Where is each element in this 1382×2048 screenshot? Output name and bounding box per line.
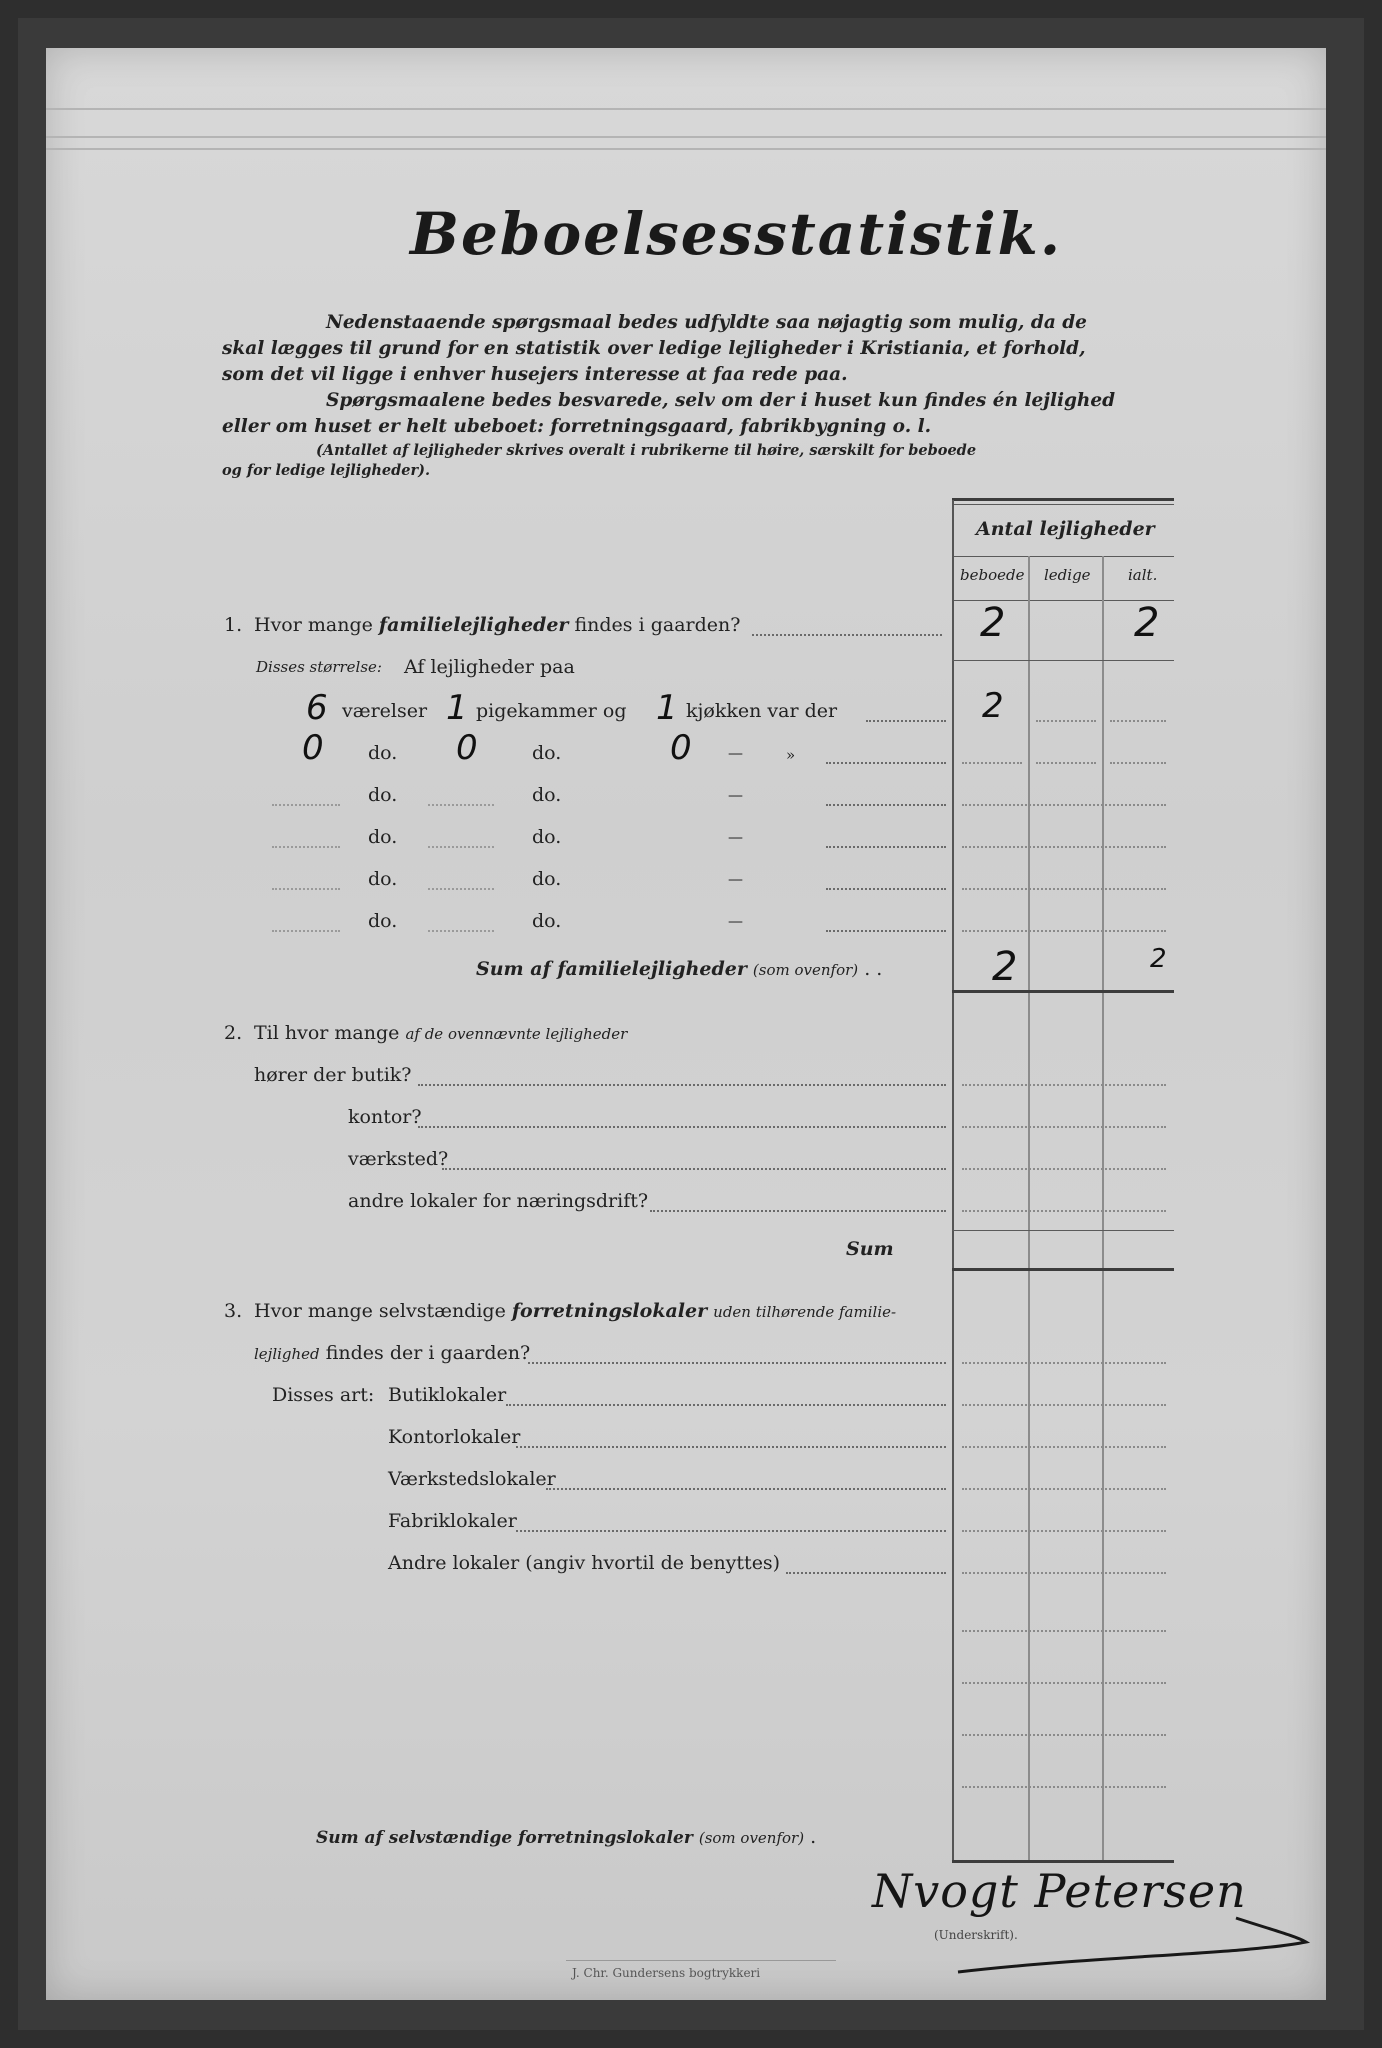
q3-vaerksted-label: Værkstedslokaler (388, 1468, 556, 1490)
do-label: do. (368, 784, 398, 806)
footer-rule (566, 1960, 836, 1961)
cell-dots (1036, 762, 1096, 764)
table-group-header: Antal lejligheder (976, 518, 1155, 540)
table-top-rule (952, 504, 1174, 505)
q1-sum-beboede-value[interactable]: 2 (992, 944, 1018, 990)
q3-butik-label: Butiklokaler (388, 1384, 507, 1406)
do-label: do. (368, 742, 398, 764)
q3-text-d: lejlighed (254, 1345, 320, 1363)
leader-dots (418, 1084, 946, 1086)
top-rule (46, 148, 1326, 150)
vaerelser-value[interactable]: 0 (302, 728, 324, 768)
pige-value[interactable]: 0 (456, 728, 478, 768)
top-rule (46, 108, 1326, 110)
blank-field[interactable] (428, 846, 494, 848)
signature-caption: (Underskrift). (934, 1928, 1018, 1942)
q1-ialt-value[interactable]: 2 (1134, 600, 1160, 646)
kjokken-label: kjøkken var der (686, 700, 838, 722)
q1-text (254, 614, 740, 636)
q3-text-2 (254, 1342, 530, 1364)
sum-rule (952, 990, 1174, 993)
q3-sum-text: Sum af selvstændige forretningslokaler (316, 1828, 693, 1848)
table-top-rule (952, 498, 1174, 501)
size-label: Disses størrelse: (256, 658, 382, 676)
leader-dots (418, 1126, 946, 1128)
leader-dots (752, 634, 942, 636)
q3-text-b: forretningslokaler (511, 1300, 708, 1322)
blank-field[interactable] (428, 930, 494, 932)
cell-dots (962, 888, 1166, 890)
leader-dots (442, 1168, 946, 1170)
q2-butik-label: hører der butik? (254, 1064, 412, 1086)
dash: — (728, 912, 743, 930)
intro-note: og for ledige lejligheder). (222, 462, 431, 479)
leader-dots (826, 846, 946, 848)
q1-text-a: Hvor mange (254, 614, 373, 636)
col-divider (1102, 556, 1104, 1862)
top-rule (46, 136, 1326, 138)
cell-dots (962, 1362, 1166, 1364)
cell-dots (962, 804, 1166, 806)
blank-field[interactable] (272, 804, 340, 806)
dash: — (728, 870, 743, 888)
q1-sum-label: Sum af familielejligheder (som ovenfor) . . (476, 958, 883, 980)
ditto-mark: » (786, 746, 796, 764)
cell-dots (1036, 720, 1096, 722)
intro-line: eller om huset er helt ubeboet: forretningsgaard, fabrikbygning o. l. (222, 416, 932, 437)
col-header-ledige: ledige (1044, 566, 1091, 584)
q1-sum-suffix: (som ovenfor) (752, 961, 859, 979)
row-rule (952, 1230, 1174, 1231)
blank-field[interactable] (272, 846, 340, 848)
cell-dots (1110, 720, 1166, 722)
do-label: do. (368, 910, 398, 932)
cell-dots (962, 1210, 1166, 1212)
q3-andre-label: Andre lokaler (angiv hvortil de benyttes) (388, 1552, 781, 1574)
pige-label: pigekammer og (476, 700, 627, 722)
q1-sum-text: Sum af familielejligheder (476, 958, 747, 980)
q2-text (254, 1022, 627, 1044)
dash: — (728, 744, 743, 762)
leader-dots (826, 804, 946, 806)
pige-value[interactable]: 1 (446, 688, 468, 728)
intro-line: skal lægges til grund for en statistik over ledige lejligheder i Kristiania, et forhold, (222, 338, 1086, 359)
do-label: do. (532, 868, 562, 890)
cell-dots (962, 1682, 1166, 1684)
intro-note: (Antallet af lejligheder skrives overalt i rubrikerne til høire, særskilt for beboede (316, 442, 977, 459)
printer-credit: J. Chr. Gundersens bogtrykkeri (572, 1966, 761, 1980)
blank-field[interactable] (272, 930, 340, 932)
cell-dots (1110, 762, 1166, 764)
blank-field[interactable] (272, 888, 340, 890)
cell-dots (962, 1126, 1166, 1128)
cell-dots (962, 1488, 1166, 1490)
cell-dots (962, 1786, 1166, 1788)
cell-dots (962, 846, 1166, 848)
census-form (46, 48, 1326, 2000)
q1-sum-ialt-value[interactable]: 2 (1150, 944, 1167, 974)
q2-kontor-label: kontor? (348, 1106, 422, 1128)
cell-dots (962, 1446, 1166, 1448)
row-rule (952, 660, 1174, 661)
q2-sum-label: Sum (846, 1238, 894, 1260)
q2-andre-label: andre lokaler for næringsdrift? (348, 1190, 649, 1212)
q2-number: 2. (224, 1022, 243, 1044)
q3-kontor-label: Kontorlokaler (388, 1426, 521, 1448)
q1-number: 1. (224, 614, 243, 636)
q2-text-a: Til hvor mange (254, 1022, 400, 1044)
do-label: do. (368, 868, 398, 890)
col-header-beboede: beboede (960, 566, 1025, 584)
do-label: do. (532, 784, 562, 806)
kjokken-value[interactable]: 1 (656, 688, 678, 728)
table-left-border (952, 500, 954, 1862)
leader-dots (506, 1404, 946, 1406)
q3-text (254, 1300, 896, 1322)
do-label: do. (532, 826, 562, 848)
intro-line: Spørgsmaalene bedes besvarede, selv om der i huset kun findes én lejlighed (326, 390, 1116, 411)
leader-dots (516, 1446, 946, 1448)
q3-text-c: uden tilhørende familie- (713, 1303, 897, 1321)
q1-text-c: findes i gaarden? (574, 614, 741, 636)
dash: — (728, 828, 743, 846)
leader-dots (866, 720, 946, 722)
cell-dots (962, 1734, 1166, 1736)
cell-dots (962, 1404, 1166, 1406)
do-label: do. (532, 910, 562, 932)
q3-fabrik-label: Fabriklokaler (388, 1510, 517, 1532)
kjokken-value[interactable]: 0 (670, 728, 692, 768)
q1-text-b: familielejligheder (378, 614, 569, 636)
q3-sum-suffix: (som ovenfor) (698, 1829, 805, 1847)
vaerelser-label: værelser (342, 700, 428, 722)
q3-text-e: findes der i gaarden? (325, 1342, 531, 1364)
q3-sum-label: Sum af selvstændige forretningslokaler (som ovenfor) . (316, 1826, 817, 1848)
blank-field[interactable] (428, 804, 494, 806)
cell-dots (962, 762, 1022, 764)
q3-disses-art: Disses art: (272, 1384, 375, 1406)
cell-dots (962, 1530, 1166, 1532)
row1-beboede-value[interactable]: 2 (982, 686, 1004, 726)
cell-dots (962, 1084, 1166, 1086)
leader-dots (650, 1210, 946, 1212)
q2-vaerksted-label: værksted? (348, 1148, 449, 1170)
col-divider (1028, 556, 1030, 1862)
signature: Nvogt Petersen (872, 1864, 1247, 1918)
do-label: do. (532, 742, 562, 764)
blank-field[interactable] (428, 888, 494, 890)
leader-dots (528, 1362, 946, 1364)
q3-text-a: Hvor mange selvstændige (254, 1300, 506, 1322)
header-divider (952, 556, 1174, 557)
q3-number: 3. (224, 1300, 243, 1322)
leader-dots (546, 1488, 946, 1490)
sum-rule (952, 1268, 1174, 1271)
leader-dots (826, 930, 946, 932)
dash: — (728, 786, 743, 804)
q2-text-b: af de ovennævnte lejligheder (405, 1025, 628, 1043)
cell-dots (962, 1572, 1166, 1574)
cell-dots (962, 930, 1166, 932)
leader-dots (786, 1572, 946, 1574)
cell-dots (962, 1168, 1166, 1170)
leader-dots (826, 762, 946, 764)
vaerelser-value[interactable]: 6 (306, 688, 328, 728)
intro-line: Nedenstaaende spørgsmaal bedes udfyldte saa nøjagtig som mulig, da de (326, 312, 1087, 333)
size-label-2: Af lejligheder paa (404, 656, 575, 678)
q1-beboede-value[interactable]: 2 (980, 600, 1006, 646)
leader-dots (826, 888, 946, 890)
col-header-ialt: ialt. (1128, 566, 1158, 584)
intro-line: som det vil ligge i enhver husejers interesse at faa rede paa. (222, 364, 848, 385)
do-label: do. (368, 826, 398, 848)
form-title: Beboelsesstatistik. (410, 200, 1063, 268)
sum-rule (952, 1860, 1174, 1863)
leader-dots (516, 1530, 946, 1532)
cell-dots (962, 1630, 1166, 1632)
